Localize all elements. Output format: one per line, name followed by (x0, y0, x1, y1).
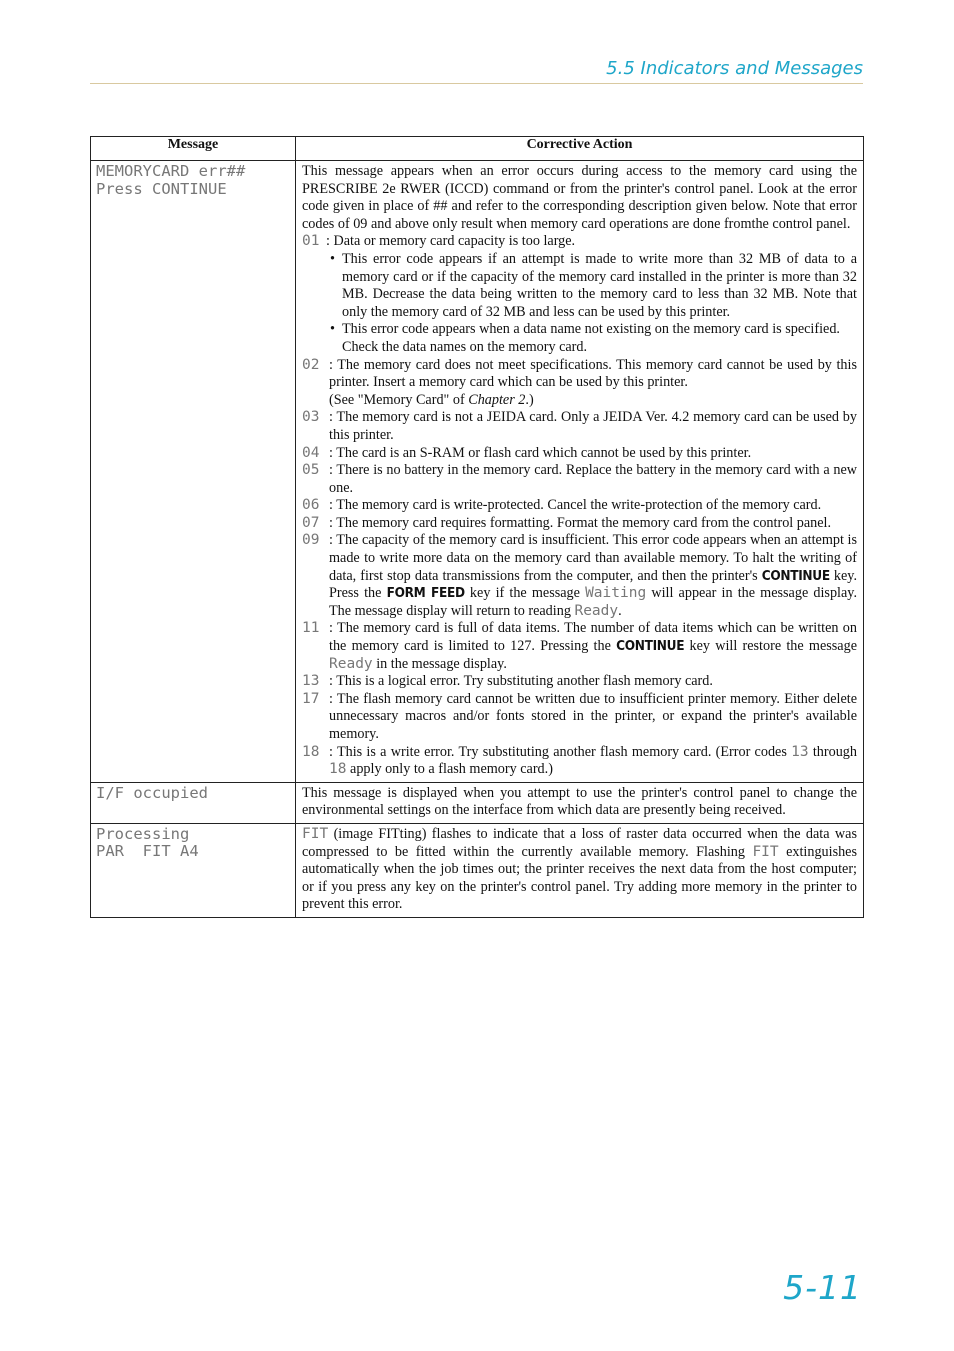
error-item (302, 497, 857, 515)
action-cell (296, 823, 864, 917)
error-text: : The flash memory card cannot be written due to insufficient printer memory. Either delete unnecessary macros and/or fonts stored in the printer, or expand the printer's available memory. (329, 690, 857, 742)
error-text: : This is a logical error. Try substituting another flash memory card. (329, 673, 713, 690)
error-code: 09 (302, 532, 320, 549)
bullet-text: This error code appears if an attempt is made to write more than 32 MB of data to a memory card or if the capacity of the memory card installed in the printer is more than 32 MB. Decrease the data being written to the memory card to less than 32 MB. Note that only the memory card of 32 MB and less can be used by this printer. (342, 250, 857, 320)
action-cell (296, 782, 864, 823)
message-cell (91, 823, 296, 917)
bullet-item (330, 321, 857, 339)
lcd-line: Processing (96, 824, 190, 843)
error-text: apply only to a flash memory card.) (346, 761, 553, 778)
lcd-line: I/F occupied (96, 783, 208, 802)
table-header-row (91, 137, 864, 161)
error-text: key. Press the (329, 567, 857, 602)
error-item (302, 691, 857, 744)
table-row (91, 823, 864, 917)
error-text: in the message display. (372, 655, 507, 672)
lcd-code: 18 (329, 761, 347, 778)
bullet-icon: • (330, 321, 335, 338)
error-text: key if the message (464, 585, 586, 602)
error-code: 04 (302, 444, 320, 461)
chapter-reference: Chapter 2 (468, 391, 526, 408)
section-title: 5.5 Indicators and Messages (606, 58, 863, 79)
bullet-item (330, 251, 857, 321)
error-item (302, 233, 857, 251)
lcd-line: Press CONTINUE (96, 179, 227, 198)
table-row (91, 782, 864, 823)
action-text: (image FITting) flashes to indicate that a loss of raster data occurred when the data was compressed to be fitted within the currently available memory. Flashing (302, 825, 857, 860)
error-text: . (618, 602, 622, 619)
error-text: : Data or memory card capacity is too large. (326, 233, 576, 250)
error-text: : The memory card does not meet specifications. This memory card cannot be used by this printer. Insert a memory card which can be used by this printer. (329, 356, 857, 391)
action-text: extinguishes automatically when the job times out; the printer receives the next data from the host computer; or if you press any key on the printer's control panel. Try adding more memory in the printer to prevent this error. (302, 843, 858, 913)
error-text: key will restore the message (684, 638, 857, 655)
lcd-line: PAR FIT A4 (96, 842, 199, 861)
error-item (302, 409, 857, 444)
error-text: : The memory card is full of data items. The number of data items which can be written on the memory card is limited to 127. Pressing the (329, 620, 857, 655)
error-text: : The memory card is not a JEIDA card. Only a JEIDA Ver. 4.2 memory card can be used by this printer. (329, 409, 857, 443)
error-text: : This is a write error. Try substituting another flash memory card. (Error codes (329, 743, 792, 760)
error-code: 07 (302, 514, 320, 531)
error-text: : There is no battery in the memory card. Replace the battery in the memory card with a new one. (329, 462, 857, 496)
lcd-fit: FIT (302, 825, 329, 842)
column-header-action: Corrective Action (296, 137, 864, 161)
lcd-fit: FIT (752, 843, 779, 860)
lcd-code: 13 (791, 743, 809, 760)
error-text: : The card is an S-RAM or flash card which cannot be used by this printer. (329, 444, 752, 461)
error-code: 06 (302, 497, 320, 514)
error-code: 11 (302, 620, 320, 637)
see-reference-end: .) (525, 391, 534, 408)
error-code: 17 (302, 690, 320, 707)
error-item (302, 744, 857, 779)
bullet-icon: • (330, 250, 335, 267)
page-number: 5-11 (783, 1268, 862, 1307)
lcd-ready: Ready (329, 655, 373, 672)
error-item (302, 515, 857, 533)
error-text: : The memory card is write-protected. Cancel the write-protection of the memory card. (329, 497, 822, 514)
error-code: 03 (302, 409, 320, 426)
see-reference: (See "Memory Card" of (329, 391, 469, 408)
action-text: This message is displayed when you attempt to use the printer's control panel to change the environmental settings on the interface from which data are presently being received. (302, 784, 857, 819)
error-text: : The capacity of the memory card is insufficient. This error code appears when an attempt is made to write more data on the memory card than available memory. To halt the writing of data, first stop data transmissions from the computer, and then the printer's (329, 532, 857, 584)
lcd-ready: Ready (574, 602, 619, 619)
form-feed-key-label: FORM FEED (386, 585, 465, 602)
error-code: 13 (302, 673, 320, 690)
error-item (302, 532, 857, 620)
error-item (302, 673, 857, 691)
lcd-waiting: Waiting (585, 585, 647, 602)
error-code: 05 (302, 462, 320, 479)
lcd-line: MEMORYCARD err## (96, 162, 246, 180)
continue-key-label: CONTINUE (761, 567, 830, 584)
table-row (91, 161, 864, 783)
bullet-extra-text: Check the data names on the memory card. (342, 338, 588, 355)
message-cell (91, 161, 296, 783)
continue-key-label: CONTINUE (616, 638, 685, 655)
column-header-message: Message (91, 137, 296, 161)
page-header (90, 55, 863, 84)
error-item (302, 357, 857, 410)
error-text: : The memory card requires formatting. Format the memory card from the control panel. (329, 514, 832, 531)
error-item (302, 462, 857, 497)
error-item (302, 620, 857, 673)
bullet-text: This error code appears when a data name not existing on the memory card is specified. (342, 321, 840, 338)
error-text: through (808, 743, 857, 760)
error-item (302, 445, 857, 463)
messages-table (90, 136, 864, 918)
error-text: will appear in the message display. The message display will return to reading (329, 585, 857, 619)
error-code: 18 (302, 743, 320, 760)
action-cell (296, 161, 864, 783)
message-cell (91, 782, 296, 823)
intro-paragraph: This message appears when an error occurs during access to the memory card using the PRESCRIBE 2e RWER (ICCD) command or from the printer's control panel. Look at the error code given in place of ## and refer to the corresponding description given below. Note that error codes of 09 and above only result when memory card operations are done fromthe control panel. (302, 163, 857, 232)
error-code: 02 (302, 356, 320, 373)
error-code: 01 (302, 233, 320, 250)
